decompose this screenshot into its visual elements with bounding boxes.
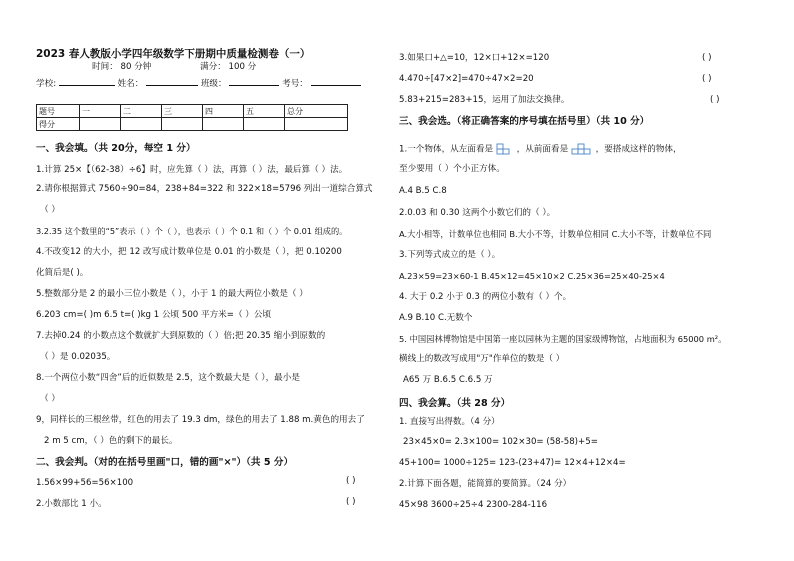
exam-no-label: 考号： xyxy=(282,79,308,89)
class-blank[interactable] xyxy=(229,85,279,86)
section-2-heading: 二、我会判。（对的在括号里画"口，错的画"×"）（共 5 分） xyxy=(36,457,294,468)
score-cell[interactable] xyxy=(203,118,244,131)
front-view-figure xyxy=(571,143,593,155)
question-2: 2.请你根据算式 7560÷90=84，238+84=322 和 322×18=5796 列出一道综合算式 xyxy=(36,184,373,194)
judge-5: 5.83+215=283+15，运用了加法交换律。 xyxy=(399,95,570,105)
choice-5: 5. 中国园林博物馆是中国第一座以园林为主题的国家级博物馆，占地面积为 65000 m²。 xyxy=(399,334,727,344)
score-cell[interactable] xyxy=(285,118,348,131)
judge-2: 2.小数部比 1 小。 xyxy=(36,499,107,509)
question-3: 3.2.35 这个数里的“5”表示（ ）个（ ），也表示（ ）个 0.1 和（ ）个 0.01 组成的。 xyxy=(36,226,348,236)
score-table xyxy=(36,104,348,131)
question-2-answer: （ ） xyxy=(40,205,60,215)
choice-3-options: A.23×59=23×60-1 B.45×12=45×10×2 C.25×36=25×40-25×4 xyxy=(399,271,665,281)
question-8-cont: （ ） xyxy=(40,394,60,404)
score-cell[interactable] xyxy=(162,118,203,131)
calc-2-row-1: 45×98 3600÷25÷4 2300-284-116 xyxy=(399,500,548,510)
judge-3-answer[interactable]: ( ) xyxy=(702,53,712,63)
choice-2: 2.0.03 和 0.30 这两个小数它们的（ ）。 xyxy=(399,208,556,218)
choice-3: 3.下列等式成立的是（ ）。 xyxy=(399,250,501,260)
score-cell[interactable] xyxy=(80,118,121,131)
score-header-cell: 四 xyxy=(203,105,244,118)
judge-4: 4.470÷[47×2]=470÷47×2=20 xyxy=(399,74,534,84)
score-cell[interactable] xyxy=(244,118,285,131)
choice-2-options: A.大小相等，计数单位也相同 B.大小不等，计数单位相同 C.大小不等，计数单位不同 xyxy=(399,229,712,239)
question-4-cont: 化简后是( )。 xyxy=(36,268,89,278)
full-score-label: 满分： 100 分 xyxy=(200,62,257,72)
score-header-cell: 五 xyxy=(244,105,285,118)
info-line xyxy=(36,79,361,90)
score-table-row xyxy=(37,118,348,131)
choice-5-options: A65 万 B.6.5 C.6.5 万 xyxy=(403,375,493,385)
score-header-cell: 题号 xyxy=(37,105,80,118)
left-view-figure xyxy=(496,143,514,155)
page-title: 2023 春人教版小学四年级数学下册期中质量检测卷（一） xyxy=(36,48,311,60)
judge-2-answer[interactable]: ( ) xyxy=(346,497,356,507)
front-view-cubes-icon xyxy=(571,143,593,155)
judge-1: 1.56×99+56=56×100 xyxy=(36,478,134,488)
choice-1-options: A.4 B.5 C.8 xyxy=(399,186,447,196)
exam-no-blank[interactable] xyxy=(311,85,361,86)
score-row-label: 得分 xyxy=(37,118,80,131)
name-blank[interactable] xyxy=(146,85,198,86)
school-blank[interactable] xyxy=(59,85,115,86)
score-cell[interactable] xyxy=(121,118,162,131)
choice-4: 4. 大于 0.2 小于 0.3 的两位小数有（ ）个。 xyxy=(399,292,572,302)
section-1-heading: 一、我会填。（共 20分，每空 1 分） xyxy=(36,143,196,154)
score-header-cell: 一 xyxy=(80,105,121,118)
score-header-cell: 二 xyxy=(121,105,162,118)
judge-1-answer[interactable]: ( ) xyxy=(346,476,356,486)
choice-1-text-a: 1.一个物体，从左面看是 xyxy=(399,144,494,155)
judge-3: 3.如果口+△=10，12×口+12×=120 xyxy=(399,53,550,63)
section-3-heading: 三、我会选。（将正确答案的序号填在括号里）（共 10 分） xyxy=(399,116,650,127)
question-5: 5.整数部分是 2 的最小三位小数是（ ），小于 1 的最大两位小数是（ ） xyxy=(36,289,308,299)
choice-4-options: A.9 B.10 C.无数个 xyxy=(399,313,473,323)
question-7: 7.去掉0.24 的小数点这个数就扩大到原数的（ ）倍;把 20.35 缩小到原数的 xyxy=(36,331,326,341)
section-4-heading: 四、我会算。（共 28 分） xyxy=(399,398,511,409)
question-8: 8.一个两位小数“四舍”后的近似数是 2.5，这个数最大是（ ），最小是 xyxy=(36,373,300,383)
score-header-cell: 三 xyxy=(162,105,203,118)
score-header-cell: 总分 xyxy=(285,105,348,118)
name-label: 姓名： xyxy=(117,79,144,89)
calc-1-heading: 1. 直接写出得数。（4 分） xyxy=(399,417,500,427)
choice-1-text-b: ，从前面看是 xyxy=(516,144,569,155)
calc-1-row-1: 23×45×0= 2.3×100= 102×30= (58-58)+5= xyxy=(403,437,598,447)
question-9: 9，同样长的三根丝带，红色的用去了 19.3 dm，绿色的用去了 1.88 m.黄色的用去了 xyxy=(36,415,365,425)
choice-1-text-c: ，要搭成这样的物体， xyxy=(595,144,682,155)
calc-1-row-2: 45+100= 1000÷125= 123-(23+47)= 12×4+12×4= xyxy=(399,458,626,468)
score-table-header-row xyxy=(37,105,348,118)
question-1: 1.计算 25×【（62-38）÷6】时，应先算（ ）法，再算（ ）法，最后算（ ）法。 xyxy=(36,165,348,175)
question-9-cont: 2 m 5 cm，（ ）色的剩下的最长。 xyxy=(44,436,178,446)
question-4: 4.不改变12 的大小，把 12 改写成计数单位是 0.01 的小数是（ ），把 0.10200 xyxy=(36,247,342,257)
question-7-cont: （ ）是 0.02035。 xyxy=(40,352,116,362)
choice-1 xyxy=(399,143,682,156)
time-label: 时间： 80 分钟 xyxy=(92,62,152,72)
choice-1-cont: 至少要用（ ）个小正方体。 xyxy=(399,164,505,174)
school-label: 学校: xyxy=(36,79,57,89)
question-6: 6.203 cm=( )m 6.5 t=( )kg 1 公顷 500 平方米=（ ）公顷 xyxy=(36,310,272,320)
calc-2-heading: 2.计算下面各题，能简算的要简算。（24 分） xyxy=(399,479,572,489)
class-label: 班级： xyxy=(200,79,227,89)
judge-4-answer[interactable]: ( ) xyxy=(702,74,712,84)
choice-5-cont: 横线上的数改写成用"万"作单位的数是（ ） xyxy=(399,354,565,364)
left-view-cubes-icon xyxy=(496,143,514,155)
judge-5-answer[interactable]: ( ) xyxy=(710,95,720,105)
